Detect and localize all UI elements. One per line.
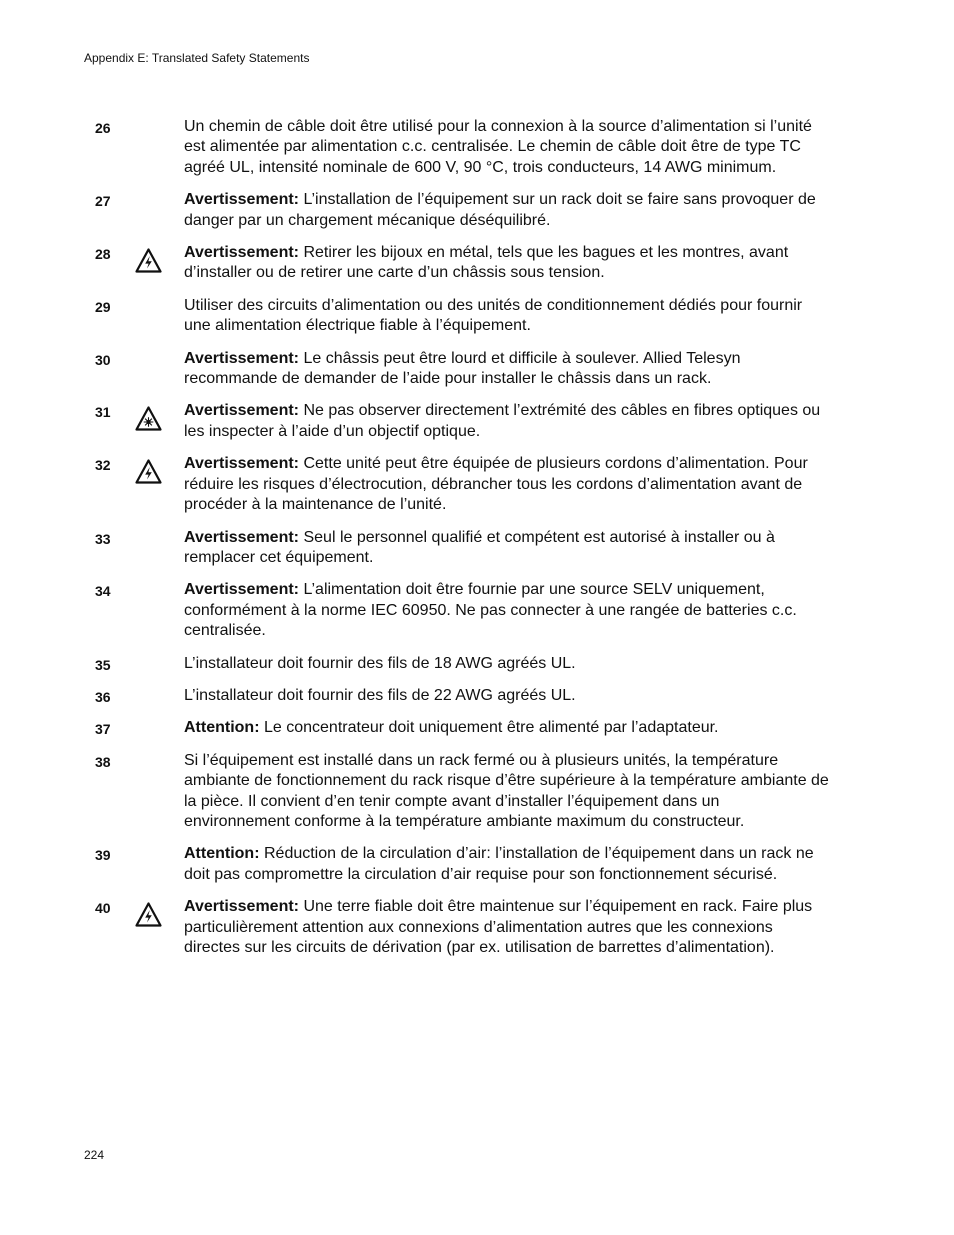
statement-39 — [0, 844, 954, 885]
statement-text — [184, 243, 829, 284]
statement-body: Retirer les bijoux en métal, tels que les bagues et les montres, avant d’installer ou de retirer une carte d’un châssis sous tension. — [184, 244, 789, 282]
electrical-hazard-icon — [135, 248, 162, 273]
statement-28 — [0, 243, 954, 284]
statement-body: Utiliser des circuits d’alimentation ou des unités de conditionnement dédiés pour fournir une alimentation électrique fiable à l’équipement. — [184, 296, 803, 335]
statement-list — [0, 117, 954, 970]
statement-number: 38 — [95, 753, 111, 770]
statement-text — [184, 190, 829, 231]
statement-number: 40 — [95, 900, 111, 917]
statement-text — [184, 751, 829, 833]
statement-38 — [0, 751, 954, 833]
statement-number: 33 — [95, 530, 111, 547]
running-header: Appendix E: Translated Safety Statements — [84, 51, 310, 65]
statement-body: L’installateur doit fournir des fils de 22 AWG agréés UL. — [184, 686, 576, 704]
statement-text — [184, 654, 829, 674]
statement-body: L’installateur doit fournir des fils de 18 AWG agréés UL. — [184, 654, 576, 672]
statement-body: Réduction de la circulation d’air: l’installation de l’équipement dans un rack ne doit pas compromettre la circulation d’air requise pour son fonctionnement sécurisé. — [184, 845, 814, 883]
statement-body: Cette unité peut être équipée de plusieurs cordons d’alimentation. Pour réduire les risques d’électrocution, débrancher tous les cordons d’alimentation avant de procéder à la maintenance de l’unité. — [184, 455, 808, 514]
statement-label: Avertissement: — [184, 402, 300, 420]
statement-label: Avertissement: — [184, 898, 300, 916]
statement-label: Attention: — [184, 845, 260, 863]
statement-35 — [0, 654, 954, 674]
statement-31 — [0, 401, 954, 442]
statement-34 — [0, 580, 954, 641]
statement-text — [184, 528, 829, 569]
statement-label: Avertissement: — [184, 581, 300, 599]
statement-label: Avertissement: — [184, 455, 300, 473]
statement-text — [184, 117, 829, 178]
statement-number: 37 — [95, 721, 111, 738]
statement-text — [184, 897, 829, 958]
statement-label: Avertissement: — [184, 244, 300, 262]
statement-30 — [0, 349, 954, 390]
statement-number: 27 — [95, 193, 111, 210]
statement-text — [184, 718, 829, 738]
electrical-hazard-icon — [135, 902, 162, 927]
statement-body: Seul le personnel qualifié et compétent est autorisé à installer ou à remplacer cet équipement. — [184, 528, 775, 566]
statement-body: Une terre fiable doit être maintenue sur l’équipement en rack. Faire plus particulièrement attention aux connexions d’alimentation autres que les connexions directes sur les circuits de dérivation (par ex. utilisation de barrettes d’alimentation). — [184, 898, 813, 956]
statement-number: 36 — [95, 688, 111, 705]
statement-text — [184, 349, 829, 390]
page-number: 224 — [84, 1148, 105, 1162]
statement-number: 34 — [95, 583, 111, 600]
electrical-hazard-icon — [135, 459, 162, 484]
statement-number: 29 — [95, 298, 111, 315]
statement-40 — [0, 897, 954, 958]
statement-label: Avertissement: — [184, 528, 300, 546]
statement-number: 32 — [95, 457, 111, 474]
statement-33 — [0, 528, 954, 569]
statement-body: Un chemin de câble doit être utilisé pour la connexion à la source d’alimentation si l’unité est alimentée par alimentation c.c. centralisée. Le chemin de câble doit être de type TC agréé UL, intensité nominale de 600 V, 90 °C, trois conducteurs, 14 AWG minimum. — [184, 118, 812, 176]
statement-26 — [0, 117, 954, 178]
statement-label: Avertissement: — [184, 191, 300, 209]
statement-number: 30 — [95, 351, 111, 368]
statement-body: L’alimentation doit être fournie par une source SELV uniquement, conformément à la norme IEC 60950. Ne pas connecter à une rangée de batteries c.c. centralisée. — [184, 581, 797, 640]
laser-hazard-icon — [135, 406, 162, 431]
statement-text — [184, 686, 829, 706]
statement-text — [184, 401, 829, 442]
statement-body: Le châssis peut être lourd et difficile à soulever. Allied Telesyn recommande de demander de l’aide pour installer le châssis dans un rack. — [184, 349, 741, 388]
statement-text — [184, 454, 829, 515]
statement-body: L’installation de l’équipement sur un rack doit se faire sans provoquer de danger par un chargement mécanique déséquilibré. — [184, 191, 816, 229]
statement-label: Attention: — [184, 719, 260, 737]
statement-body: Si l’équipement est installé dans un rack fermé ou à plusieurs unités, la température ambiante de fonctionnement du rack risque d’être supérieure à la température ambiante de la pièce. Il convient d’en tenir compte avant d’installer l’équipement dans un environnement conforme à la température ambiante maximum du constructeur. — [184, 751, 829, 830]
statement-37 — [0, 718, 954, 738]
statement-number: 28 — [95, 246, 111, 263]
statement-29 — [0, 296, 954, 337]
statement-32 — [0, 454, 954, 515]
statement-27 — [0, 190, 954, 231]
statement-label: Avertissement: — [184, 349, 300, 367]
statement-number: 31 — [95, 404, 111, 421]
statement-body: Le concentrateur doit uniquement être alimenté par l’adaptateur. — [263, 719, 719, 737]
statement-text — [184, 580, 829, 641]
statement-text — [184, 844, 829, 885]
statement-body: Ne pas observer directement l’extrémité des câbles en fibres optiques ou les inspecter à l’aide d’un objectif optique. — [184, 402, 821, 440]
statement-text — [184, 296, 829, 337]
statement-number: 39 — [95, 847, 111, 864]
statement-number: 35 — [95, 656, 111, 673]
statement-36 — [0, 686, 954, 706]
statement-number: 26 — [95, 120, 111, 136]
